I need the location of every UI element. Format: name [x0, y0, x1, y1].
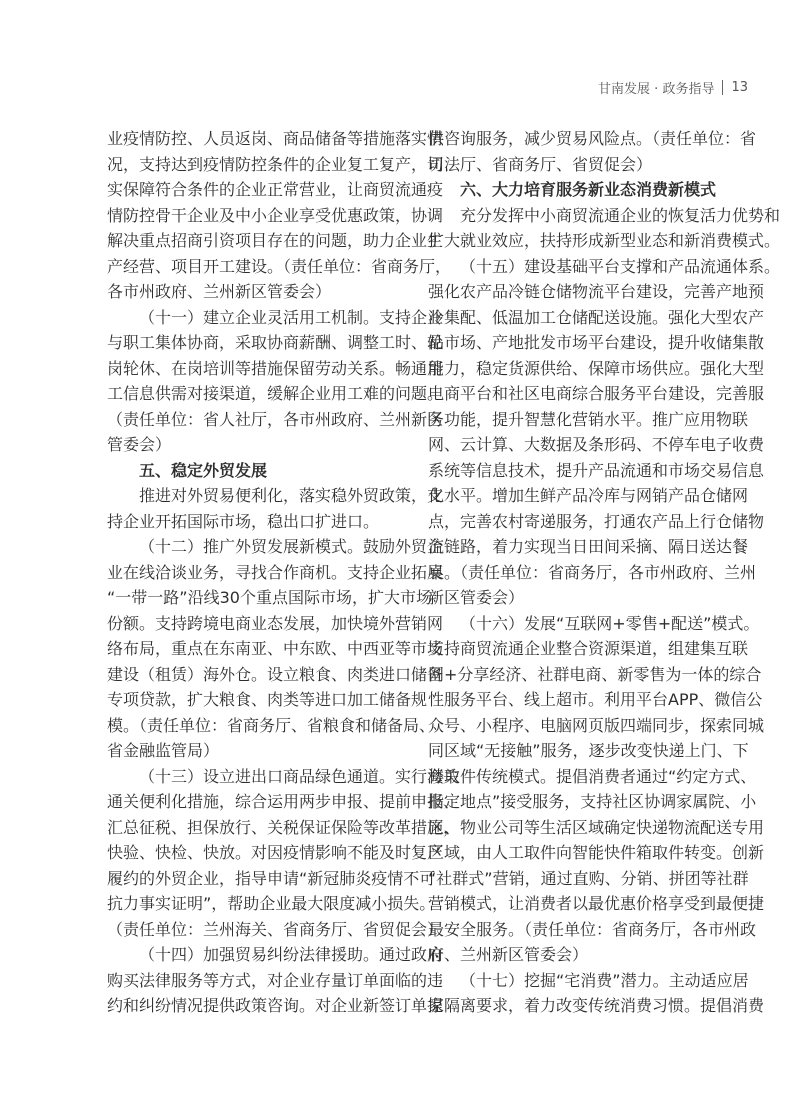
- text-line: 品市场、产地批发市场平台建设，提升收储集散: [428, 333, 765, 352]
- text-line: “一带一路”沿线30个重点国际市场，扩大市场: [107, 588, 432, 607]
- text-line: 约和纠纷情况提供政策咨询。对企业新签订单提: [107, 996, 444, 1015]
- text-line: 工信息供需对接渠道，缓解企业用工难的问题。: [107, 384, 444, 403]
- paragraph: [107, 942, 444, 1019]
- paragraph: [107, 483, 444, 534]
- text-line: 购买法律服务等方式，对企业存量订单面临的违: [107, 970, 444, 990]
- text-line: 区、物业公司等生活区域确定快递物流配送专用: [428, 817, 765, 837]
- paragraph: [428, 126, 757, 177]
- text-line: 与职工集体协商，采取协商薪酬、调整工时、轮: [107, 333, 444, 352]
- text-line: 六、大力培育服务新业态消费新模式: [460, 180, 717, 199]
- section-heading: [107, 458, 405, 484]
- text-line: 务功能，提升智慧化营销水平。推广应用物联: [428, 409, 749, 429]
- paragraph: [428, 254, 781, 611]
- text-line: 充分发挥中小商贸流通企业的恢复活力优势和: [460, 205, 781, 225]
- paragraph: [107, 126, 452, 305]
- text-line: （十四）加强贸易纠纷法律援助。通过政府: [139, 945, 444, 964]
- paragraph: [107, 534, 444, 764]
- page-number: 13: [731, 80, 748, 95]
- text-line: 通关便利化措施，综合运用两步申报、提前申报、: [107, 792, 460, 811]
- text-line: 营销模式，让消费者以最优惠价格享受到最便捷: [428, 894, 765, 913]
- text-line: 省金融监管局）: [107, 741, 220, 760]
- paragraph: [428, 968, 765, 1019]
- text-line: 解决重点招商引资项目存在的问题，助力企业生: [107, 231, 444, 250]
- text-line: 业疫情防控、人员返岗、商品储备等措施落实情: [107, 129, 444, 148]
- text-line: 情防控骨干企业及中小企业享受优惠政策，协调: [107, 205, 444, 225]
- paragraph: [428, 203, 781, 254]
- text-line: 最安全服务。（责任单位：省商务厅，各市州政: [428, 919, 757, 939]
- text-line: 五、稳定外贸发展: [139, 460, 268, 480]
- text-line: （十七）挖掘“宅消费”潜力。主动适应居: [460, 970, 749, 990]
- journal-section-title: 甘南发展 · 政务指导: [598, 82, 715, 97]
- text-line: （十二）推广外贸发展新模式。鼓励外贸企: [139, 537, 444, 556]
- text-line: 管委会）: [107, 435, 172, 454]
- text-line: 同区域“无接触”服务，逐步改变快递上门、下: [428, 741, 749, 760]
- text-line: 供咨询服务，减少贸易风险点。（责任单位：省: [428, 129, 757, 148]
- text-line: 众号、小程序、电脑网页版四端同步，探索同城: [428, 715, 765, 735]
- text-line: 家隔离要求，着力改变传统消费习惯。提倡消费: [428, 996, 765, 1015]
- text-line: 汇总征税、担保放行、关税保证保险等改革措施，: [107, 817, 460, 837]
- text-line: （十五）建设基础平台支撑和产品流通体系。: [460, 256, 781, 276]
- text-line: 扩大就业效应，扶持形成新型业态和新消费模式。: [428, 231, 781, 250]
- text-line: 网、云计算、大数据及条形码、不停车电子收费: [428, 435, 765, 454]
- text-line: 各市州政府、兰州新区管委会）: [107, 282, 332, 301]
- text-line: 岗轮休、在岗培训等措施保留劳动关系。畅通用: [107, 358, 444, 378]
- text-line: 强化农产品冷链仓储物流平台建设，完善产地预: [428, 282, 765, 301]
- text-line: 专项贷款，扩大粮食、肉类等进口加工储备规: [107, 690, 428, 709]
- right-text-column: [428, 126, 781, 1019]
- text-line: 持企业开拓国际市场，稳出口扩进口。: [107, 511, 380, 531]
- text-line: 建设（租赁）海外仓。设立粮食、肉类进口储备: [107, 664, 444, 684]
- text-line: 化水平。增加生鲜产品冷库与网销产品仓储网: [428, 486, 749, 505]
- text-line: （十六）发展“互联网+零售+配送”模式。: [460, 613, 760, 633]
- paragraph: [107, 305, 444, 458]
- text-line: 实保障符合条件的企业正常营业，让商贸流通疫: [107, 180, 444, 199]
- text-line: 份额。支持跨境电商业态发展，加快境外营销网: [107, 613, 444, 633]
- text-line: 况，支持达到疫情防控条件的企业复工复产，切: [107, 154, 444, 174]
- text-line: 司法厅、省商务厅、省贸促会）: [428, 154, 653, 174]
- text-line: 流链路，着力实现当日田间采摘、隔日送达餐: [428, 537, 749, 556]
- text-line: 点，完善农村寄递服务，打通农产品上行仓储物: [428, 511, 765, 531]
- text-line: （十三）设立进出口商品绿色通道。实行海关: [139, 766, 460, 786]
- text-line: 系统等信息技术，提升产品流通和市场交易信息: [428, 460, 765, 480]
- text-line: 府、兰州新区管委会）: [428, 945, 589, 964]
- text-line: （十一）建立企业灵活用工机制。支持企业: [139, 307, 444, 327]
- text-line: 模。（责任单位：省商务厅、省粮食和储备局、: [107, 715, 436, 735]
- text-line: 指定地点”接受服务，支持社区协调家属院、小: [428, 792, 757, 811]
- text-line: （责任单位：兰州海关、省商务厅、省贸促会）: [107, 919, 444, 939]
- text-line: 楼取件传统模式。提倡消费者通过“约定方式、: [428, 766, 757, 786]
- text-line: 性服务平台、线上超市。利用平台APP、微信公: [428, 690, 763, 709]
- header-divider: [722, 80, 723, 95]
- text-line: 冷集配、低温加工仓储配送设施。强化大型农产: [428, 307, 765, 327]
- text-line: “社群式”营销，通过直购、分销、拼团等社群: [428, 868, 749, 888]
- text-line: 支持商贸流通企业整合资源渠道，组建集互联: [428, 639, 749, 658]
- paragraph: [107, 764, 460, 943]
- text-line: 产经营、项目开工建设。（责任单位：省商务厅，: [107, 256, 452, 276]
- left-text-column: [107, 126, 460, 1019]
- section-heading: [428, 177, 728, 203]
- text-line: 履约的外贸企业，指导申请“新冠肺炎疫情不可: [107, 868, 436, 888]
- running-header: [598, 78, 748, 97]
- text-line: 区域，由人工取件向智能快件箱取件转变。创新: [428, 843, 765, 862]
- text-line: 络布局，重点在东南亚、中东欧、中西亚等市场: [107, 639, 444, 658]
- paragraph: [428, 611, 765, 968]
- text-line: 桌。（责任单位：省商务厅，各市州政府、兰州: [428, 562, 757, 582]
- text-line: 业在线洽谈业务，寻找合作商机。支持企业拓展: [107, 562, 444, 582]
- text-line: 快验、快检、快放。对因疫情影响不能及时复产: [107, 843, 444, 862]
- text-line: 新区管委会）: [428, 588, 525, 607]
- text-line: 网+分享经济、社群电商、新零售为一体的综合: [428, 664, 762, 684]
- text-line: 能力，稳定货源供给、保障市场供应。强化大型: [428, 358, 765, 378]
- text-line: （责任单位：省人社厅，各市州政府、兰州新区: [107, 409, 444, 429]
- text-line: 推进对外贸易便利化，落实稳外贸政策，支: [139, 486, 444, 505]
- text-line: 抗力事实证明”，帮助企业最大限度减小损失。: [107, 894, 436, 913]
- text-line: 电商平台和社区电商综合服务平台建设，完善服: [428, 384, 765, 403]
